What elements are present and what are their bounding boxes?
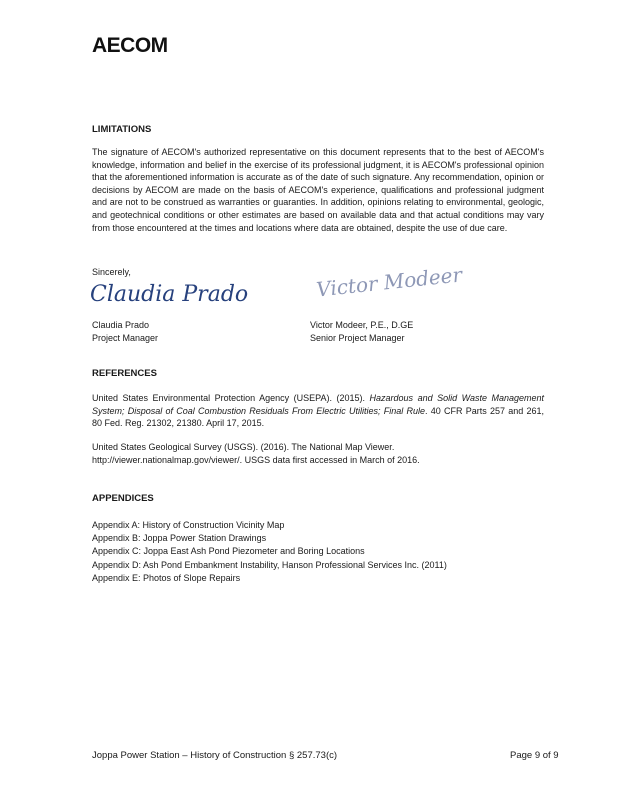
reference-usepa-lead: United States Environmental Protection Agency (USEPA). (2015).: [92, 393, 370, 403]
references-heading: REFERENCES: [92, 368, 157, 379]
list-item: Appendix A: History of Construction Vicinity Map: [92, 520, 285, 530]
appendices-heading: APPENDICES: [92, 493, 154, 504]
list-item: Appendix B: Joppa Power Station Drawings: [92, 533, 267, 544]
signature-image-2: Victor Modeer: [315, 262, 464, 302]
signatory-2-title: Senior Project Manager: [310, 333, 405, 343]
signature-image-1: Claudia Prado: [90, 282, 249, 307]
reference-usepa-tail: . 40 CFR Parts 257 and 261, 80 Fed. Reg. 21302, 21380. April 17, 2015.: [92, 405, 544, 429]
list-item: Appendix E: Photos of Slope Repairs: [92, 572, 241, 583]
signatory-1-name: Claudia Prado: [92, 320, 150, 330]
list-item: Appendix C: Joppa East Ash Pond Piezometer and Boring Locations: [92, 546, 365, 557]
limitations-heading: LIMITATIONS: [92, 124, 152, 135]
closing: Sincerely,: [92, 267, 131, 277]
appendices-list: [92, 519, 447, 585]
reference-usepa-title: Hazardous and Solid Waste Management System; Disposal of Coal Combustion Residuals From Electric Utilities; Final Rule: [92, 393, 544, 416]
signatory-2-name: Victor Modeer, P.E., D.GE: [310, 320, 414, 330]
aecom-logo: AECOM: [92, 34, 168, 57]
limitations-body: The signature of AECOM's authorized representative on this document represents that to the best of AECOM's knowledge, information and belief in the exercise of its professional judgment, it is AECOM's professional opinion that the aforementioned information is accurate as of the date of such signature. Any recommendation, opinion or decisions by AECOM are made on the basis of AECOM's experience, qualifications and professional judgment and are not to be construed as warranties or guaranties. In addition, opinions relating to environmental, geologic, and geotechnical conditions or other estimates are based on available data and that actual conditions may vary from those encountered at the times and locations where data are obtained, despite the use of due care.: [92, 147, 544, 233]
reference-usgs-line1: United States Geological Survey (USGS). (2016). The National Map Viewer.: [92, 442, 395, 452]
page-number: Page 9 of 9: [510, 750, 559, 761]
reference-usgs-line2: http://viewer.nationalmap.gov/viewer/. USGS data first accessed in March of 2016.: [92, 455, 420, 465]
list-item: Appendix D: Ash Pond Embankment Instability, Hanson Professional Services Inc. (2011): [92, 559, 447, 570]
signatory-1-title: Project Manager: [92, 333, 159, 343]
footer-title: Joppa Power Station – History of Construction § 257.73(c): [92, 750, 338, 761]
reference-usepa: [92, 392, 544, 430]
